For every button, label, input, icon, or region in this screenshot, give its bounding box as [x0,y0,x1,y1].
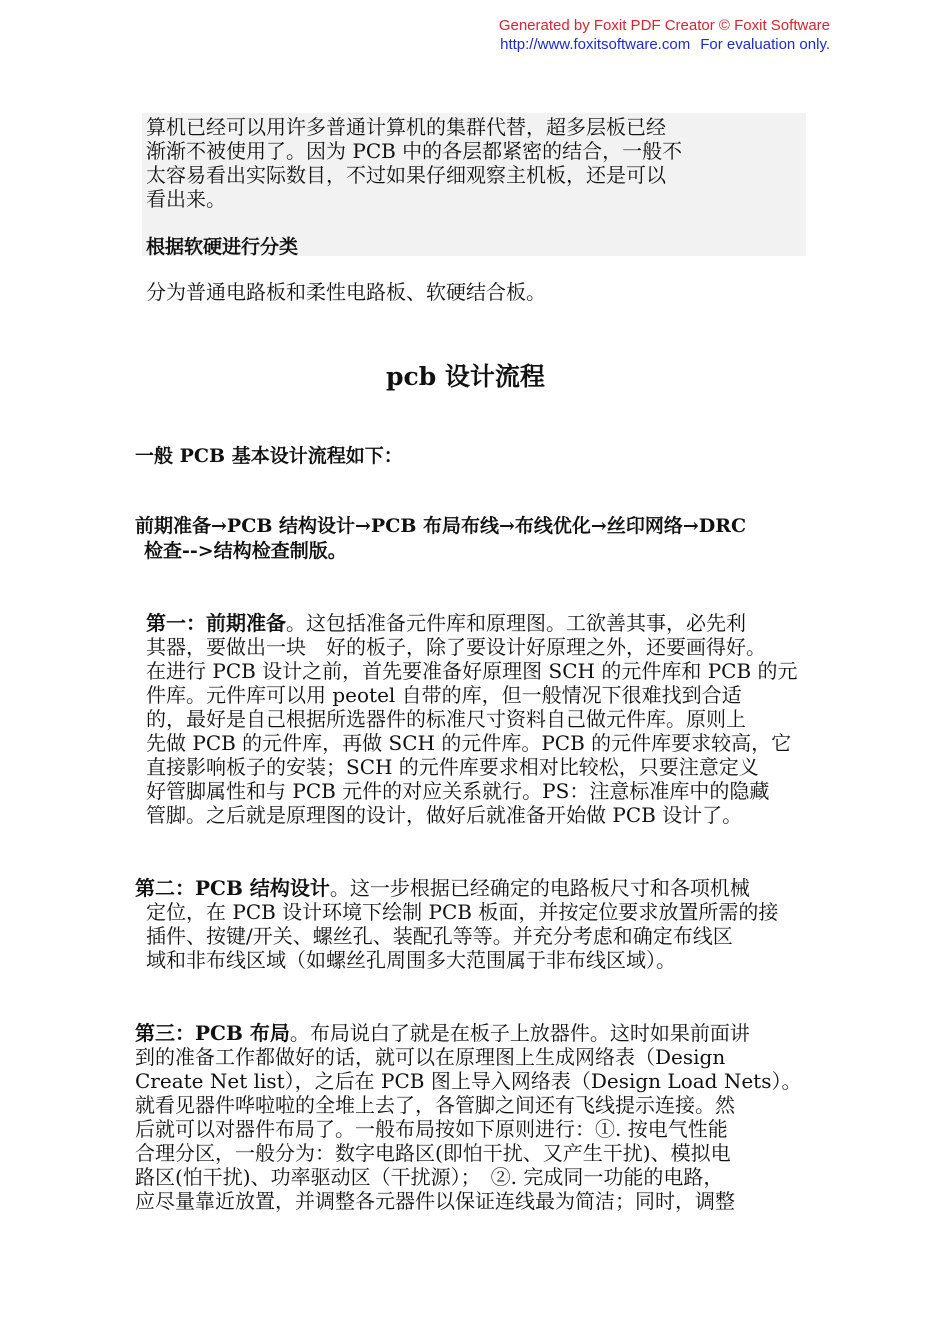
text-line: 算机已经可以用许多普通计算机的集群代替，超多层板已经 [146,115,666,139]
text-line: 到的准备工作都做好的话，就可以在原理图上生成网络表（Design [135,1045,726,1069]
text-line: 好管脚属性和与 PCB 元件的对应关系就行。PS：注意标准库中的隐藏 [146,779,770,803]
section-title: pcb 设计流程 [386,362,545,391]
step2-first-rest: 。这一步根据已经确定的电路板尺寸和各项机械 [329,876,750,900]
text-line: 合理分区，一般分为：数字电路区(即怕干扰、又产生干扰)、模拟电 [135,1141,731,1165]
step3-first-rest: 。布局说白了就是在板子上放器件。这时如果前面讲 [289,1021,750,1045]
step1-first-rest: 。这包括准备元件库和原理图。工欲善其事，必先利 [286,611,746,635]
intro-paragraph [146,115,806,211]
text-line: 路区(怕干扰)、功率驱动区（干扰源）； ②. 完成同一功能的电路， [135,1165,724,1189]
watermark-eval: For evaluation only. [700,36,830,53]
text-line: 插件、按键/开关、螺丝孔、装配孔等等。并充分考虑和确定布线区 [146,924,733,948]
step3-lead: 第三：PCB 布局 [135,1021,290,1045]
section-subtitle: 一般 PCB 基本设计流程如下： [135,445,403,467]
watermark-link-line [470,35,830,54]
watermark-url[interactable]: http://www.foxitsoftware.com [500,36,691,53]
step2-lead: 第二：PCB 结构设计 [135,876,330,900]
text-line: 看出来。 [146,187,226,211]
step2-paragraph [135,876,815,972]
text-line [146,611,816,635]
watermark-line: Generated by Foxit PDF Creator © Foxit Software [498,17,830,34]
text-line: 的，最好是自己根据所选器件的标准尺寸资料自己做元件库。原则上 [146,707,746,731]
foxit-watermark [470,16,830,54]
flow-steps [135,514,815,564]
text-line: 渐渐不被使用了。因为 PCB 中的各层都紧密的结合，一般不 [146,139,683,163]
text-line: 件库。元件库可以用 peotel 自带的库，但一般情况下很难找到合适 [146,683,742,707]
classify-text: 分为普通电路板和柔性电路板、软硬结合板。 [146,280,546,304]
text-line: Create Net list），之后在 PCB 图上导入网络表（Design Load Nets）。 [135,1069,802,1093]
classify-heading: 根据软硬进行分类 [146,236,299,258]
text-line: 先做 PCB 的元件库，再做 SCH 的元件库。PCB 的元件库要求较高，它 [146,731,792,755]
text-line [135,876,815,900]
step1-lead: 第一：前期准备 [146,611,286,635]
text-line: 其器，要做出一块 好的板子，除了要设计好原理之外，还要画得好。 [146,635,766,659]
step1-paragraph [146,611,816,827]
text-line: 太容易看出实际数目，不过如果仔细观察主机板，还是可以 [146,163,666,187]
flow-line: 前期准备→PCB 结构设计→PCB 布局布线→布线优化→丝印网络→DRC [135,515,747,537]
text-line: 应尽量靠近放置，并调整各元器件以保证连线最为简洁；同时，调整 [135,1189,735,1213]
text-line: 域和非布线区域（如螺丝孔周围多大范围属于非布线区域）。 [146,948,676,972]
text-line: 在进行 PCB 设计之前，首先要准备好原理图 SCH 的元件库和 PCB 的元 [146,659,798,683]
flow-line: 检查-->结构检查制版。 [144,540,347,562]
step3-paragraph [135,1021,815,1213]
text-line: 就看见器件哗啦啦的全堆上去了，各管脚之间还有飞线提示连接。然 [135,1093,735,1117]
text-line: 后就可以对器件布局了。一般布局按如下原则进行：①. 按电气性能 [135,1117,728,1141]
text-line [135,1021,815,1045]
text-line: 定位，在 PCB 设计环境下绘制 PCB 板面，并按定位要求放置所需的接 [146,900,779,924]
text-line: 管脚。之后就是原理图的设计，做好后就准备开始做 PCB 设计了。 [146,803,743,827]
text-line: 直接影响板子的安装；SCH 的元件库要求相对比较松，只要注意定义 [146,755,759,779]
